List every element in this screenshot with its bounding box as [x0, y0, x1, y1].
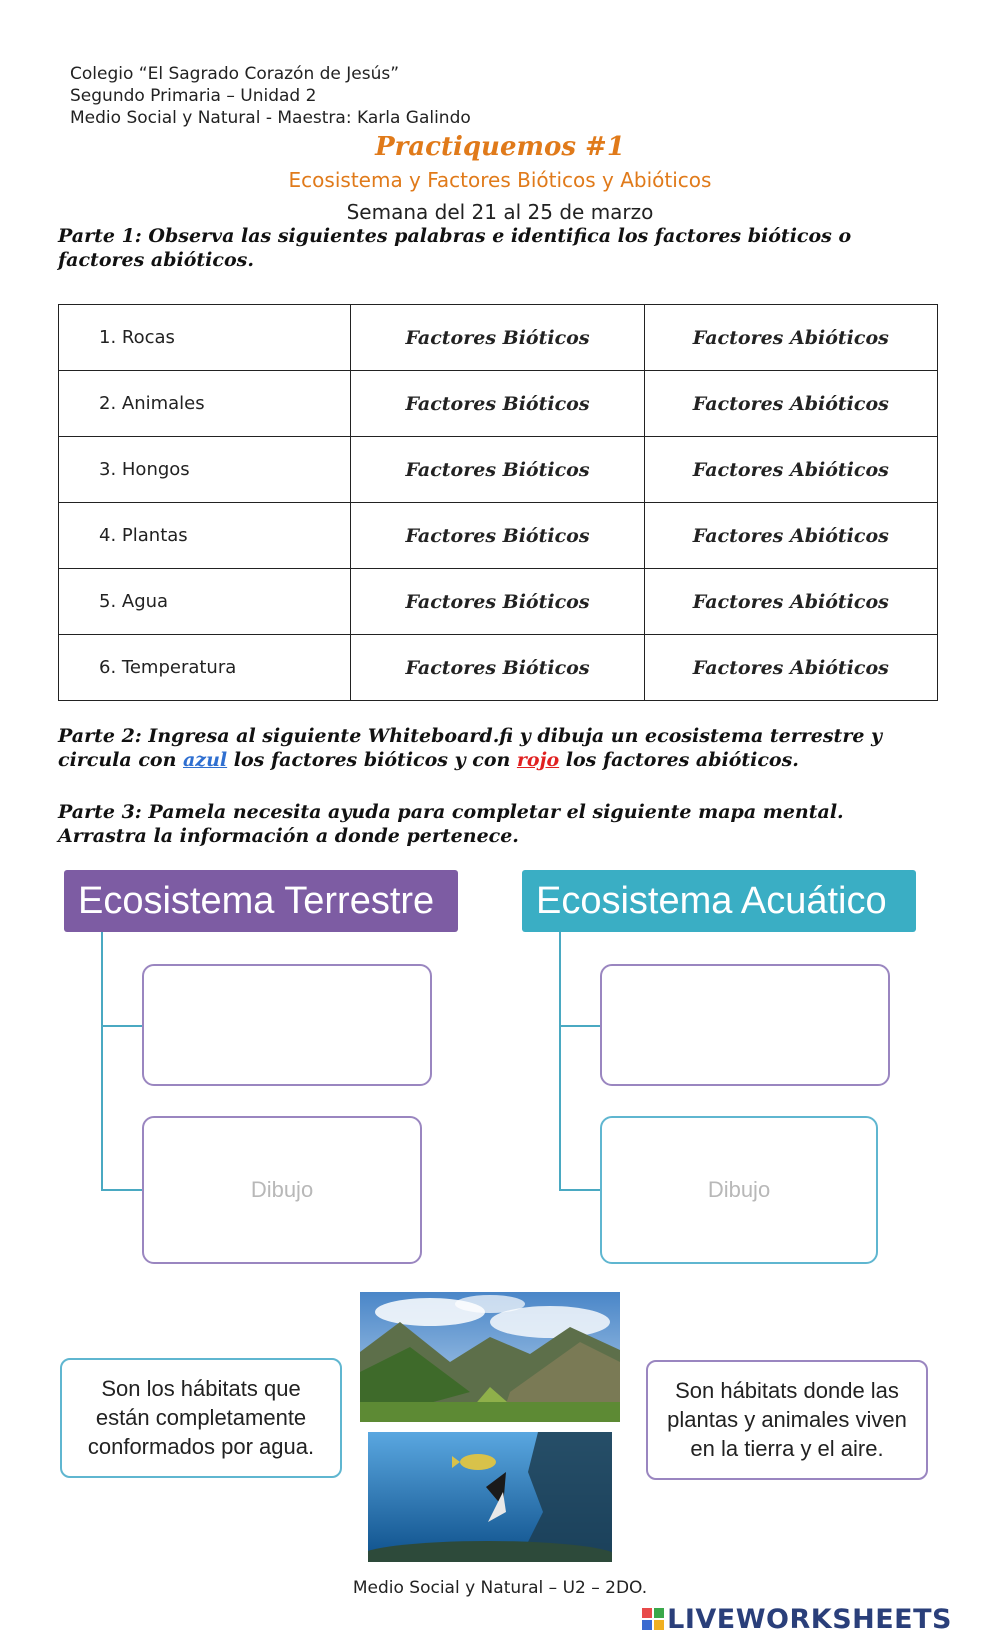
factors-table	[58, 304, 938, 701]
terrestrial-connector-bottom	[101, 1189, 143, 1191]
school-name: Colegio “El Sagrado Corazón de Jesús”	[70, 64, 400, 84]
part1-instruction-line1: Parte 1: Observa las siguientes palabras e identifica los factores bióticos o	[58, 225, 852, 247]
part2-instruction	[58, 724, 938, 772]
abiotic-option[interactable]: Factores Abióticos	[644, 437, 937, 503]
underwater-image[interactable]	[368, 1432, 612, 1562]
aquatic-drawing-placeholder: Dibujo	[707, 1177, 771, 1202]
part2-instruction-line1: Parte 2: Ingresa al siguiente Whiteboard.fi y dibuja un ecosistema terrestre y	[58, 725, 883, 747]
part2-instruction-line2	[58, 748, 938, 772]
biotic-option[interactable]: Factores Bióticos	[351, 371, 644, 437]
terrestrial-drawing-placeholder: Dibujo	[250, 1177, 314, 1202]
grade-unit: Segundo Primaria – Unidad 2	[70, 86, 317, 106]
biotic-option[interactable]: Factores Bióticos	[351, 635, 644, 701]
aquatic-drawing-dropzone[interactable]	[600, 1116, 878, 1264]
table-row	[59, 503, 938, 569]
worksheet-title: Practiquemos #1	[375, 132, 625, 162]
table-row	[59, 371, 938, 437]
table-row	[59, 437, 938, 503]
brand-text: LIVEWORKSHEETS	[667, 1604, 952, 1635]
part1-instruction-line2: factores abióticos.	[58, 249, 254, 271]
table-row	[59, 305, 938, 371]
biotic-option[interactable]: Factores Bióticos	[351, 569, 644, 635]
abiotic-option[interactable]: Factores Abióticos	[644, 635, 937, 701]
biotic-option[interactable]: Factores Bióticos	[351, 437, 644, 503]
blue-word: azul	[183, 749, 228, 771]
item-label: 2. Animales	[59, 371, 351, 437]
aquatic-definition-card[interactable]	[60, 1358, 342, 1478]
aquatic-def-line3: conformados por agua.	[87, 1434, 315, 1459]
aquatic-definition-dropzone[interactable]	[600, 964, 890, 1086]
page-footer: Medio Social y Natural – U2 – 2DO.	[352, 1578, 648, 1598]
terrestrial-ecosystem-title: Ecosistema Terrestre	[64, 870, 458, 932]
terrestrial-def-line3: en la tierra y el aire.	[690, 1436, 884, 1461]
aquatic-connector-bottom	[559, 1189, 601, 1191]
table-row	[59, 635, 938, 701]
table-row	[59, 569, 938, 635]
liveworksheets-logo-icon	[642, 1608, 664, 1630]
part3-instruction-line1: Parte 3: Pamela necesita ayuda para completar el siguiente mapa mental.	[58, 801, 844, 823]
week-label: Semana del 21 al 25 de marzo	[346, 200, 654, 224]
red-word: rojo	[516, 749, 560, 771]
terrestrial-connector-vertical	[101, 932, 103, 1190]
part1-instruction	[58, 224, 938, 272]
abiotic-option[interactable]: Factores Abióticos	[644, 305, 937, 371]
item-label: 1. Rocas	[59, 305, 351, 371]
aquatic-def-line1: Son los hábitats que	[101, 1376, 301, 1401]
subject-teacher: Medio Social y Natural - Maestra: Karla Galindo	[70, 108, 471, 128]
terrestrial-connector-top	[101, 1025, 143, 1027]
terrestrial-drawing-dropzone[interactable]	[142, 1116, 422, 1264]
abiotic-option[interactable]: Factores Abióticos	[644, 371, 937, 437]
part3-instruction-line2: Arrastra la información a donde pertenece.	[58, 825, 519, 847]
part2-text-c: los factores abióticos.	[559, 749, 799, 771]
part2-text-b: los factores bióticos y con	[227, 749, 517, 771]
item-label: 6. Temperatura	[59, 635, 351, 701]
terrestrial-def-line2: plantas y animales viven	[667, 1407, 907, 1432]
aquatic-def-line2: están completamente	[95, 1405, 307, 1430]
terrestrial-def-line1: Son hábitats donde las	[675, 1378, 899, 1403]
abiotic-option[interactable]: Factores Abióticos	[644, 503, 937, 569]
biotic-option[interactable]: Factores Bióticos	[351, 305, 644, 371]
aquatic-connector-top	[559, 1025, 601, 1027]
biotic-option[interactable]: Factores Bióticos	[351, 503, 644, 569]
aquatic-connector-vertical	[559, 932, 561, 1190]
item-label: 3. Hongos	[59, 437, 351, 503]
mountain-landscape-image[interactable]	[360, 1292, 620, 1422]
terrestrial-definition-dropzone[interactable]	[142, 964, 432, 1086]
part3-instruction	[58, 800, 938, 848]
terrestrial-definition-card[interactable]	[646, 1360, 928, 1480]
item-label: 4. Plantas	[59, 503, 351, 569]
liveworksheets-brand	[642, 1604, 952, 1635]
worksheet-subtitle: Ecosistema y Factores Bióticos y Abióticos	[288, 168, 712, 192]
aquatic-ecosystem-title: Ecosistema Acuático	[522, 870, 916, 932]
part2-text-a: circula con	[58, 749, 183, 771]
item-label: 5. Agua	[59, 569, 351, 635]
abiotic-option[interactable]: Factores Abióticos	[644, 569, 937, 635]
